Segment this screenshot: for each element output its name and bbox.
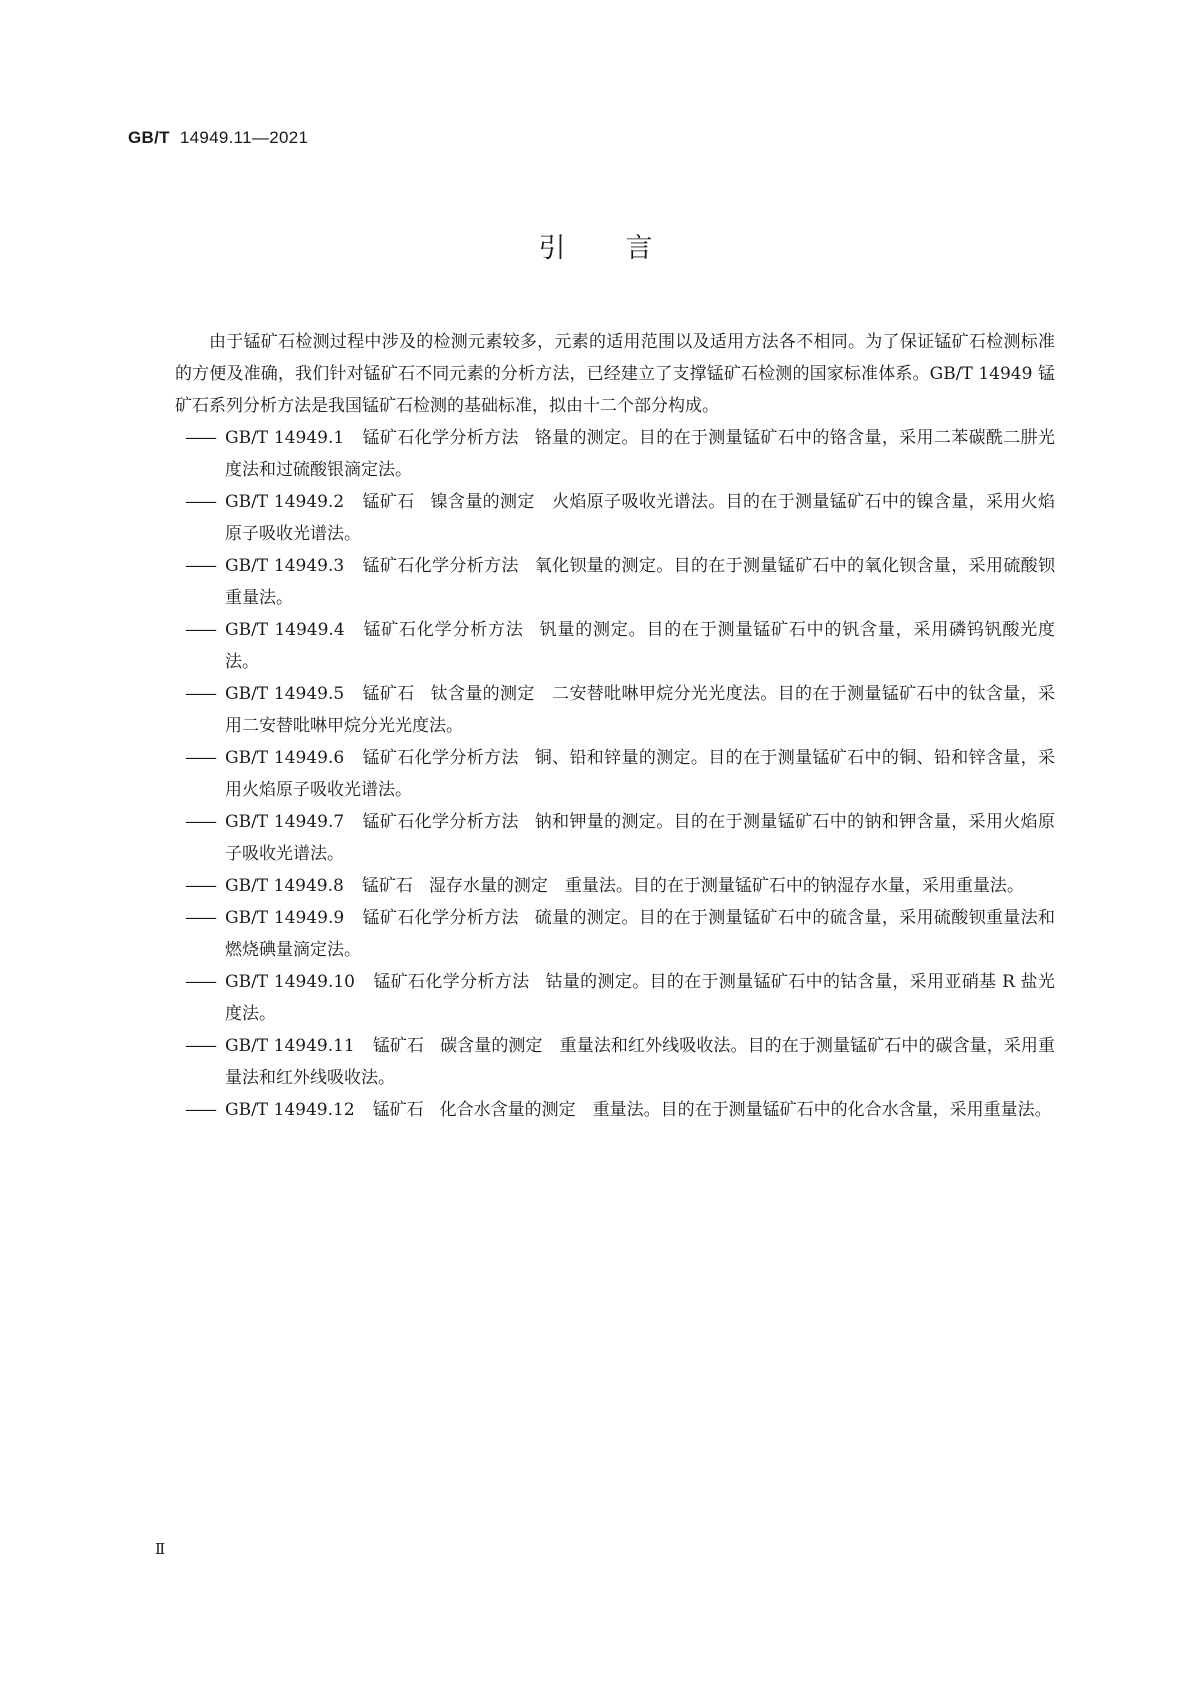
item-purpose: 目的在于测量锰矿石中的钠湿存水量，采用重量法。 [632,876,1024,896]
item-code: GB/T 14949.6 [225,748,345,768]
item-subtitle: 硫量的测定。 [534,908,639,928]
item-title: 锰矿石化学分析方法 [362,812,519,832]
item-code: GB/T 14949.8 [225,876,344,896]
item-title: 锰矿石化学分析方法 [373,972,530,992]
item-code: GB/T 14949.4 [225,620,345,640]
item-subtitle: 钛含量的测定 二安替吡啉甲烷分光光度法。 [430,684,778,704]
item-code: GB/T 14949.2 [225,492,345,512]
page-title: 引言 [538,233,713,264]
item-purpose: 目的在于测量锰矿石中的硫含量，采用硫酸钡重量法和燃烧碘量滴定法。 [225,908,1056,960]
item-purpose: 目的在于测量锰矿石中的钒含量，采用磷钨钒酸光度法。 [225,620,1056,672]
intro-paragraph: 由于锰矿石检测过程中涉及的检测元素较多，元素的适用范围以及适用方法各不相同。为了保证锰矿石检测标准的方便及准确，我们针对锰矿石不同元素的分析方法，已经建立了支撑锰矿石检测的国家标准体系。GB/T 14949 锰矿石系列分析方法是我国锰矿石检测的基础标准，拟由十二个部分构成。 [175,332,1055,416]
item-title: 锰矿石化学分析方法 [362,620,524,640]
list-item [175,550,1055,614]
list-item [175,1094,1055,1126]
item-subtitle: 钴量的测定。 [545,972,650,992]
item-code: GB/T 14949.5 [225,684,345,704]
list-item [175,742,1055,806]
item-title: 锰矿石化学分析方法 [362,748,519,768]
item-title: 锰矿石化学分析方法 [362,908,519,928]
item-code: GB/T 14949.12 [225,1100,355,1120]
list-dash: —— [185,620,215,640]
item-purpose: 目的在于测量锰矿石中的镍含量，采用火焰原子吸收光谱法。 [225,492,1056,544]
item-title: 锰矿石 [372,1036,425,1056]
item-subtitle: 碳含量的测定 重量法和红外线吸收法。 [440,1036,748,1056]
item-purpose: 目的在于测量锰矿石中的钛含量，采用二安替吡啉甲烷分光光度法。 [225,684,1056,736]
item-title: 锰矿石 [362,684,415,704]
item-subtitle: 钠和钾量的测定。 [534,812,674,832]
item-title: 锰矿石化学分析方法 [362,428,519,448]
list-dash: —— [185,876,215,896]
item-code: GB/T 14949.1 [225,428,345,448]
standard-code [128,128,308,148]
item-purpose: 目的在于测量锰矿石中的氧化钡含量，采用硫酸钡重量法。 [225,556,1056,608]
standard-number: 14949.11—2021 [179,128,309,147]
item-subtitle: 化合水含量的测定 重量法。 [439,1100,661,1120]
item-title: 锰矿石 [372,1100,424,1120]
list-dash: —— [185,492,215,512]
list-dash: —— [185,1036,215,1056]
list-item [175,486,1055,550]
item-subtitle: 镍含量的测定 火焰原子吸收光谱法。 [430,492,726,512]
item-title: 锰矿石 [362,492,415,512]
list-item [175,806,1055,870]
item-code: GB/T 14949.11 [225,1036,355,1056]
item-purpose: 目的在于测量锰矿石中的铜、铅和锌含量，采用火焰原子吸收光谱法。 [225,748,1056,800]
item-title: 锰矿石 [361,876,413,896]
list-item [175,422,1055,486]
item-subtitle: 铜、铅和锌量的测定。 [534,748,709,768]
item-code: GB/T 14949.9 [225,908,345,928]
list-dash: —— [185,1100,215,1120]
item-purpose: 目的在于测量锰矿石中的碳含量，采用重量法和红外线吸收法。 [225,1036,1056,1088]
item-code: GB/T 14949.7 [225,812,345,832]
item-purpose: 目的在于测量锰矿石中的铬含量，采用二苯碳酰二肼光度法和过硫酸银滴定法。 [225,428,1056,480]
document-body [175,326,1055,1126]
item-subtitle: 铬量的测定。 [534,428,639,448]
item-subtitle: 湿存水量的测定 重量法。 [428,876,633,896]
item-code: GB/T 14949.10 [225,972,356,992]
list-item [175,1030,1055,1094]
list-dash: —— [185,684,215,704]
list-dash: —— [185,908,215,928]
list-item [175,966,1055,1030]
standard-prefix: GB/T [128,128,170,147]
item-subtitle: 氧化钡量的测定。 [534,556,674,576]
list-item [175,902,1055,966]
list-item [175,614,1055,678]
item-subtitle: 钒量的测定。 [539,620,647,640]
item-title: 锰矿石化学分析方法 [362,556,519,576]
list-dash: —— [185,972,215,992]
list-item [175,870,1055,902]
item-purpose: 目的在于测量锰矿石中的钴含量，采用亚硝基 R 盐光度法。 [225,972,1056,1024]
list-dash: —— [185,556,215,576]
item-purpose: 目的在于测量锰矿石中的钠和钾含量，采用火焰原子吸收光谱法。 [225,812,1056,864]
item-purpose: 目的在于测量锰矿石中的化合水含量，采用重量法。 [660,1100,1052,1120]
list-item [175,678,1055,742]
item-code: GB/T 14949.3 [225,556,345,576]
list-dash: —— [185,428,215,448]
page-number: Ⅱ [155,1540,166,1558]
list-dash: —— [185,748,215,768]
list-dash: —— [185,812,215,832]
